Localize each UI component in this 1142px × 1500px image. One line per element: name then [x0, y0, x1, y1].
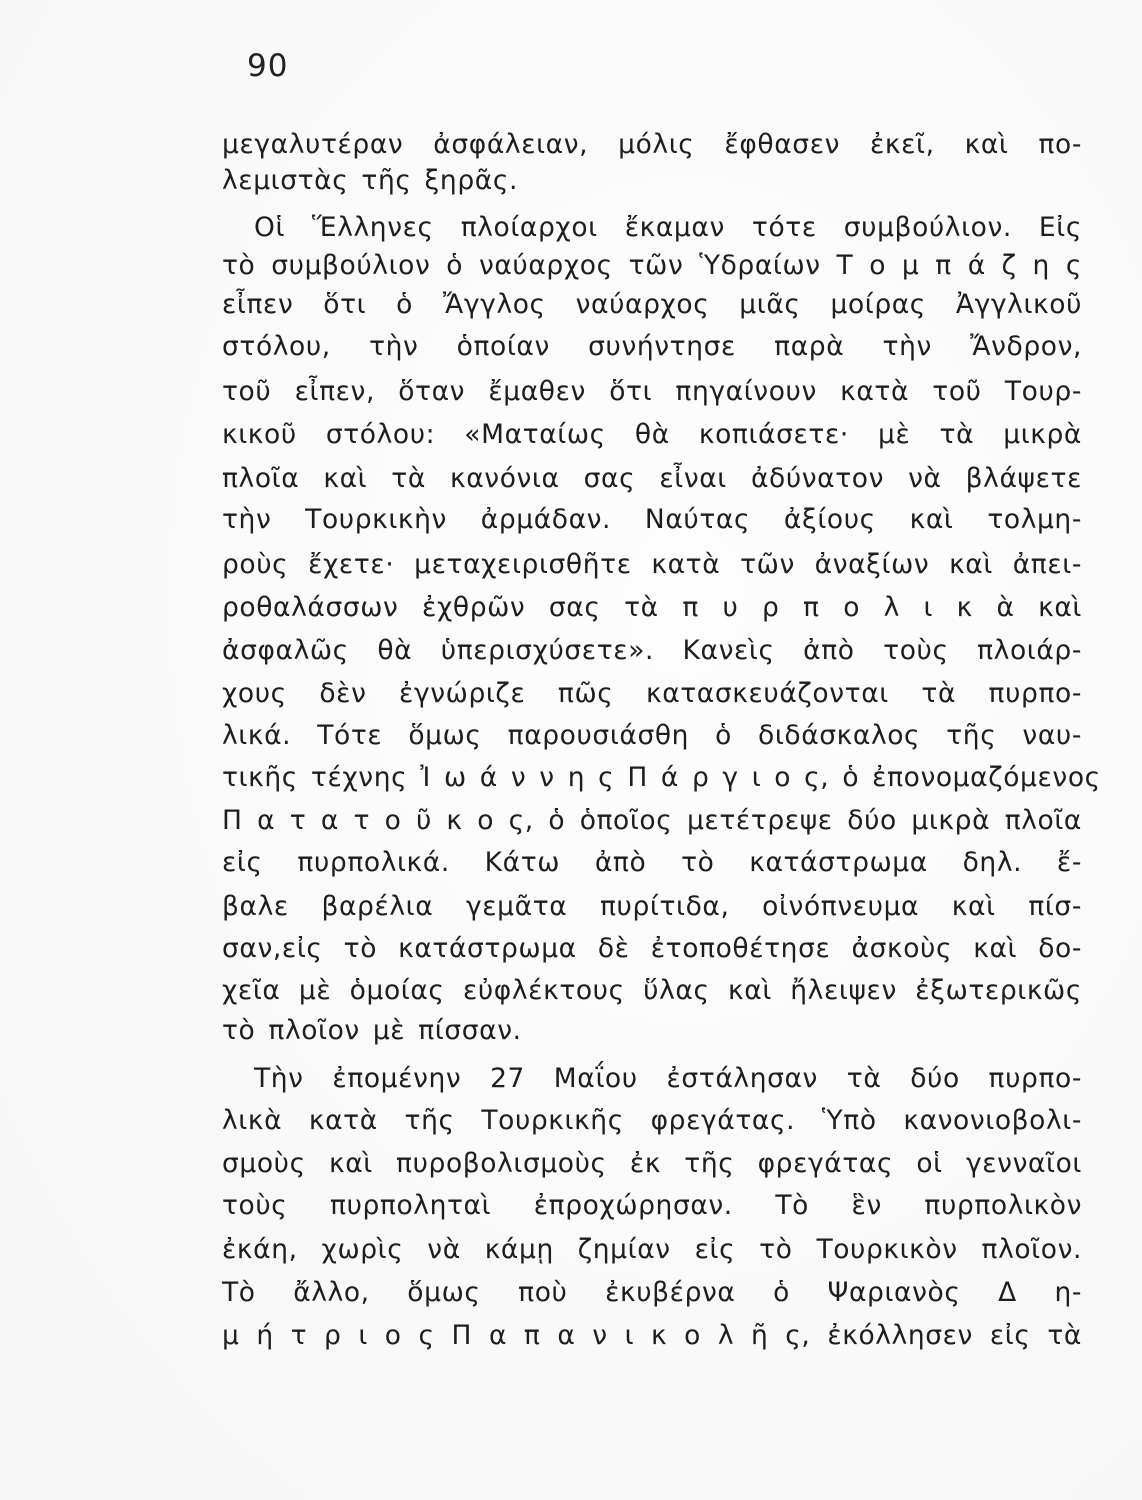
text-line: τοὺς πυρποληταὶ ἐπροχώρησαν. Τὸ ἓν πυρπολικὸν — [222, 1190, 1082, 1221]
text-line: χεῖα μὲ ὁμοίας εὐφλέκτους ὕλας καὶ ἤλειψεν ἐξωτερικῶς — [222, 975, 1082, 1006]
text-line: εἰς πυρπολικά. Κάτω ἀπὸ τὸ κατάστρωμα δηλ. ἔ- — [222, 847, 1082, 878]
text-line: εἶπεν ὅτι ὁ Ἄγγλος ναύαρχος μιᾶς μοίρας Ἀγγλικοῦ — [222, 289, 1082, 320]
text-line: σαν,εἰς τὸ κατάστρωμα δὲ ἐτοποθέτησε ἀσκοὺς καὶ δο- — [222, 933, 1082, 964]
text-line: Τὴν ἐπομένην 27 Μαΐου ἐστάλησαν τὰ δύο πυρπο- — [254, 1063, 1082, 1094]
text-line: λεμιστὰς τῆς ξηρᾶς. — [222, 165, 518, 196]
text-line: τικῆς τέχνης Ἰ ω ά ν ν η ς Π ά ρ γ ι ο ς, ὁ ἐπονομαζόμενος — [222, 762, 1101, 793]
text-line: βαλε βαρέλια γεμᾶτα πυρίτιδα, οἰνόπνευμα καὶ πίσ- — [222, 891, 1082, 922]
text-line: μεγαλυτέραν ἀσφάλειαν, μόλις ἔφθασεν ἐκεῖ, καὶ πο- — [222, 129, 1082, 160]
text-line: ροθαλάσσων ἐχθρῶν σας τὰ π υ ρ π ο λ ι κ ὰ καὶ — [222, 592, 1082, 623]
text-line: τὴν Τουρκικὴν ἀρμάδαν. Ναύτας ἀξίους καὶ τολμη- — [222, 504, 1082, 535]
text-line: ἐκάη, χωρὶς νὰ κάμῃ ζημίαν εἰς τὸ Τουρκικὸν πλοῖον. — [222, 1234, 1082, 1265]
text-line: κικοῦ στόλου: «Ματαίως θὰ κοπιάσετε· μὲ τὰ μικρὰ — [222, 419, 1082, 450]
text-line: στόλου, τὴν ὁποίαν συνήντησε παρὰ τὴν Ἄνδρον, — [222, 331, 1082, 362]
text-line: μ ή τ ρ ι ο ς Π α π α ν ι κ ο λ ῆ ς, ἐκόλλησεν εἰς τὰ — [222, 1320, 1082, 1351]
text-line: Π α τ α τ ο ῦ κ ο ς, ὁ ὁποῖος μετέτρεψε δύο μικρὰ πλοῖα — [222, 805, 1082, 836]
page-number: 90 — [247, 48, 289, 84]
text-line: λικὰ κατὰ τῆς Τουρκικῆς φρεγάτας. Ὑπὸ κανονιοβολι- — [222, 1105, 1082, 1136]
text-line: τοῦ εἶπεν, ὅταν ἔμαθεν ὅτι πηγαίνουν κατὰ τοῦ Τουρ- — [222, 376, 1082, 407]
text-line: Τὸ ἄλλο, ὅμως ποὺ ἐκυβέρνα ὁ Ψαριανὸς Δ η- — [222, 1277, 1082, 1308]
text-line: σμοὺς καὶ πυροβολισμοὺς ἐκ τῆς φρεγάτας οἱ γενναῖοι — [222, 1148, 1082, 1179]
text-line: πλοῖα καὶ τὰ κανόνια σας εἶναι ἀδύνατον νὰ βλάψετε — [222, 463, 1082, 494]
text-line: τὸ συμβούλιον ὁ ναύαρχος τῶν Ὑδραίων Τ ο μ π ά ζ η ς — [222, 250, 1082, 281]
text-line: ἀσφαλῶς θὰ ὑπερισχύσετε». Κανεὶς ἀπὸ τοὺς πλοιάρ- — [222, 635, 1082, 666]
text-line: χους δὲν ἐγνώριζε πῶς κατασκευάζονται τὰ πυρπο- — [222, 678, 1082, 709]
text-line: λικά. Τότε ὅμως παρουσιάσθη ὁ διδάσκαλος τῆς ναυ- — [222, 720, 1082, 751]
text-line: Οἱ Ἕλληνες πλοίαρχοι ἔκαμαν τότε συμβούλιον. Εἰς — [254, 212, 1082, 243]
text-line: τὸ πλοῖον μὲ πίσσαν. — [222, 1015, 522, 1046]
text-line: ροὺς ἔχετε· μεταχειρισθῆτε κατὰ τῶν ἀναξίων καὶ ἀπει- — [222, 549, 1082, 580]
